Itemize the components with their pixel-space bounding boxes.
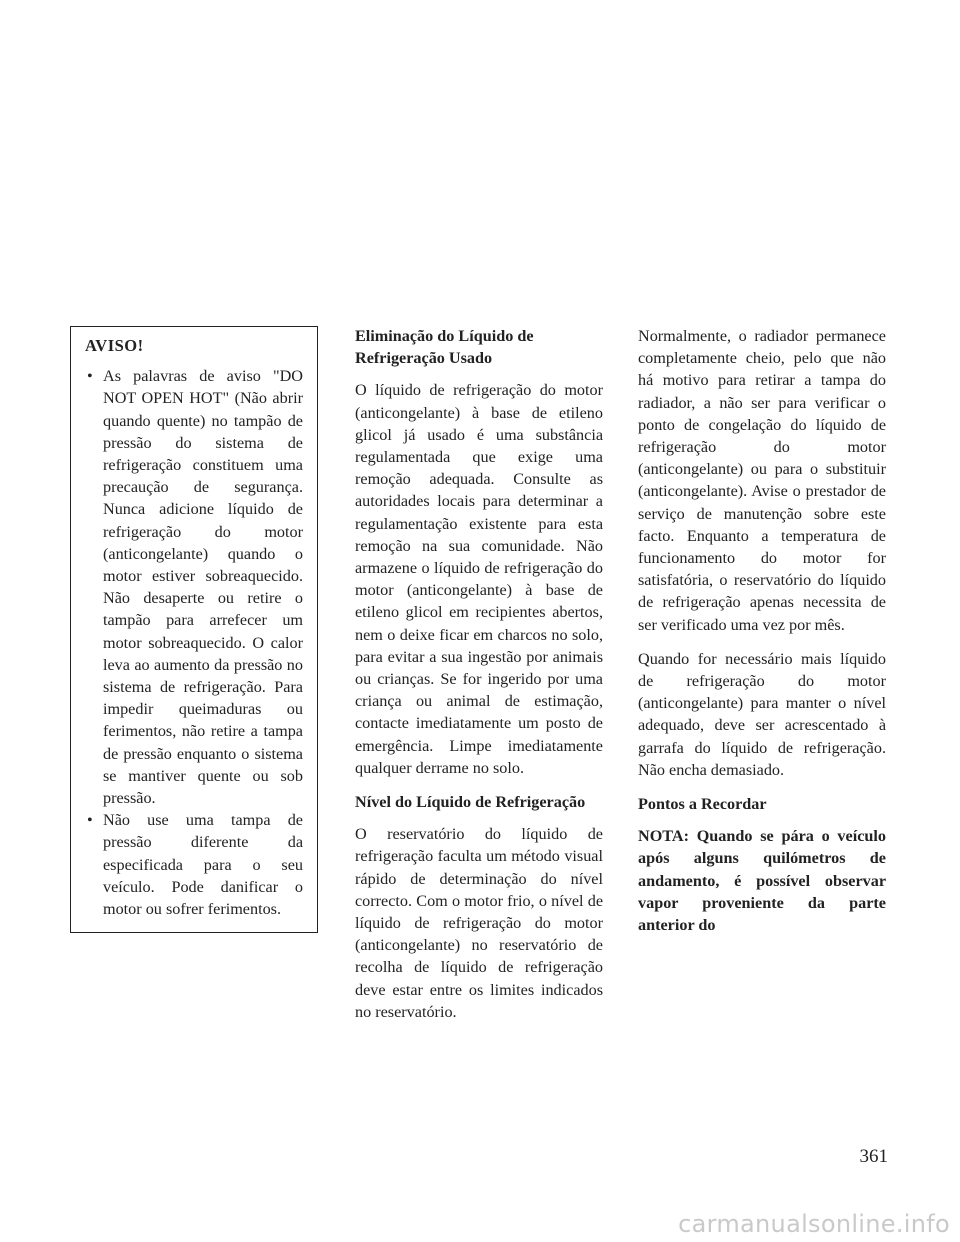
section-heading-disposal: Eliminação do Líquido de Refrigeração Usado bbox=[355, 327, 534, 368]
section-heading-remember: Pontos a Recordar bbox=[638, 795, 767, 814]
warning-item-text: Não use uma tampa de pressão diferente da especificada para o seu veículo. Pode danificar o motor ou sofrer ferimentos. bbox=[103, 811, 303, 919]
middle-column bbox=[355, 325, 603, 1035]
bullet-icon: • bbox=[87, 811, 93, 830]
page-number: 361 bbox=[859, 1146, 888, 1167]
warning-item bbox=[85, 365, 303, 809]
bullet-icon: • bbox=[87, 367, 93, 386]
left-column bbox=[70, 326, 318, 933]
right-column bbox=[638, 325, 886, 948]
disposal-paragraph: O líquido de refrigeração do motor (anticongelante) à base de etileno glicol já usado é uma substância regulamentada que exige uma remoção adequada. Consulte as autoridades locais para determinar a regulamentação existente para esta remoção na sua comunidade. Não armazene o líquido de refrigeração do motor (anticongelante) à base de etileno glicol em recipientes abertos, nem o deixe ficar em charcos no solo, para evitar a sua ingestão por animais ou crianças. Se for ingerido por uma criança ou animal de estimação, contacte imediatamente um posto de emergência. Limpe imediatamente qualquer derrame no solo. bbox=[355, 381, 603, 777]
warning-item-text: As palavras de aviso "DO NOT OPEN HOT" (Não abrir quando quente) no tampão de pressão do sistema de refrigeração constituem uma precaução de segurança. Nunca adicione líquido de refrigeração do motor (anticongelante) quando o motor estiver sobreaquecido. Não desaperte ou retire o tampão para arrefecer um motor sobreaquecido. O calor leva ao aumento da pressão no sistema de refrigeração. Para impedir queimaduras ou ferimentos, não retire a tampa de pressão enquanto o sistema se mantiver quente ou sob pressão. bbox=[103, 367, 303, 808]
level-paragraph-1: O reservatório do líquido de refrigeração faculta um método visual rápido de determinação do nível correcto. Com o motor frio, o nível de líquido de refrigeração do motor (anticongelante) no reservatório de recolha de líquido de refrigeração deve estar entre os limites indicados no reservatório. bbox=[355, 825, 603, 1021]
warning-list bbox=[85, 365, 303, 920]
note-paragraph: NOTA: Quando se pára o veículo após alguns quilómetros de andamento, é possível observar vapor proveniente da parte anterior do bbox=[638, 827, 886, 935]
warning-title: AVISO! bbox=[85, 336, 144, 355]
watermark: carmanualsonline.info bbox=[678, 1210, 950, 1238]
warning-item bbox=[85, 809, 303, 920]
warning-box bbox=[70, 326, 318, 933]
level-paragraph-3: Quando for necessário mais líquido de refrigeração do motor (anticongelante) para manter o nível adequado, deve ser acrescentado à garrafa do líquido de refrigeração. Não encha demasiado. bbox=[638, 649, 886, 779]
level-paragraph-2: Normalmente, o radiador permanece completamente cheio, pelo que não há motivo para retirar a tampa do radiador, a não ser para verificar o ponto de congelação do líquido de refrigeração do motor (anticongelante) ou para o substituir (anticongelante). Avise o prestador de serviço de manutenção sobre este facto. Enquanto a temperatura de funcionamento do motor for satisfatória, o reservatório do líquido de refrigeração apenas necessita de ser verificado uma vez por mês. bbox=[638, 327, 886, 634]
section-heading-level: Nível do Líquido de Refrigeração bbox=[355, 793, 586, 812]
